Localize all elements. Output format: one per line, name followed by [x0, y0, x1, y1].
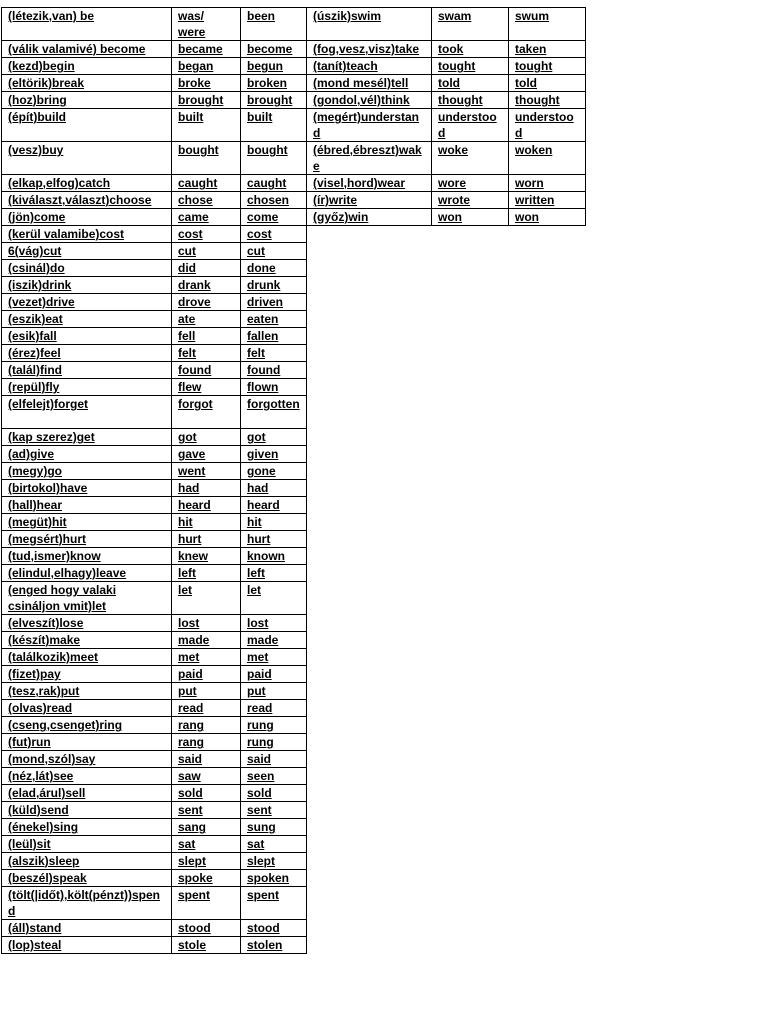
past-participle-cell: given: [241, 446, 307, 463]
past-simple-cell: met: [172, 649, 241, 666]
past-participle-cell: won: [509, 209, 586, 226]
base-form-cell: (leül)sit: [2, 836, 172, 853]
base-form-cell: (elveszít)lose: [2, 615, 172, 632]
past-participle-cell: bought: [241, 142, 307, 175]
past-participle-cell: sold: [241, 785, 307, 802]
past-participle-cell: slept: [241, 853, 307, 870]
base-form-cell: (elad,árul)sell: [2, 785, 172, 802]
past-simple-cell: spoke: [172, 870, 241, 887]
past-simple-cell: woke: [432, 142, 509, 175]
table-row: [2, 480, 307, 497]
base-form-cell: (megy)go: [2, 463, 172, 480]
table-row: [2, 8, 307, 41]
past-participle-cell: driven: [241, 294, 307, 311]
base-form-cell: (visel,hord)wear: [307, 175, 432, 192]
table-row: [2, 649, 307, 666]
past-participle-cell: seen: [241, 768, 307, 785]
table-row: [2, 666, 307, 683]
past-simple-cell: drove: [172, 294, 241, 311]
base-form-cell: (küld)send: [2, 802, 172, 819]
past-participle-cell: hurt: [241, 531, 307, 548]
base-form-cell: (ír)write: [307, 192, 432, 209]
past-simple-cell: lost: [172, 615, 241, 632]
table-row: [2, 328, 307, 345]
left-verb-table: [1, 7, 307, 954]
past-participle-cell: chosen: [241, 192, 307, 209]
past-participle-cell: known: [241, 548, 307, 565]
base-form-cell: (eszik)eat: [2, 311, 172, 328]
past-simple-cell: hit: [172, 514, 241, 531]
base-form-cell: (győz)win: [307, 209, 432, 226]
past-simple-cell: saw: [172, 768, 241, 785]
table-row: [307, 8, 586, 41]
table-row: [307, 92, 586, 109]
past-participle-cell: caught: [241, 175, 307, 192]
past-participle-cell: been: [241, 8, 307, 41]
past-participle-cell: brought: [241, 92, 307, 109]
table-row: [307, 175, 586, 192]
past-simple-cell: took: [432, 41, 509, 58]
table-row: [2, 396, 307, 429]
table-row: [2, 92, 307, 109]
past-simple-cell: came: [172, 209, 241, 226]
past-simple-cell: chose: [172, 192, 241, 209]
table-row: [2, 463, 307, 480]
past-participle-cell: told: [509, 75, 586, 92]
past-participle-cell: become: [241, 41, 307, 58]
table-row: [2, 582, 307, 615]
past-participle-cell: lost: [241, 615, 307, 632]
past-simple-cell: sold: [172, 785, 241, 802]
past-participle-cell: spoken: [241, 870, 307, 887]
table-row: [2, 429, 307, 446]
base-form-cell: (néz,lát)see: [2, 768, 172, 785]
past-participle-cell: understood: [509, 109, 586, 142]
table-row: [2, 700, 307, 717]
past-simple-cell: left: [172, 565, 241, 582]
table-row: [2, 615, 307, 632]
table-row: [2, 937, 307, 954]
base-form-cell: (fog,vesz,visz)take: [307, 41, 432, 58]
table-row: [2, 362, 307, 379]
past-participle-cell: had: [241, 480, 307, 497]
past-simple-cell: rang: [172, 717, 241, 734]
base-form-cell: (létezik,van) be: [2, 8, 172, 41]
past-simple-cell: built: [172, 109, 241, 142]
base-form-cell: (épít)build: [2, 109, 172, 142]
base-form-cell: (eltörik)break: [2, 75, 172, 92]
past-simple-cell: spent: [172, 887, 241, 920]
past-simple-cell: slept: [172, 853, 241, 870]
table-row: [2, 75, 307, 92]
past-simple-cell: wrote: [432, 192, 509, 209]
past-simple-cell: forgot: [172, 396, 241, 429]
past-simple-cell: fell: [172, 328, 241, 345]
past-simple-cell: cut: [172, 243, 241, 260]
past-simple-cell: felt: [172, 345, 241, 362]
past-participle-cell: taken: [509, 41, 586, 58]
past-participle-cell: tought: [509, 58, 586, 75]
base-form-cell: (mond mesél)tell: [307, 75, 432, 92]
past-participle-cell: worn: [509, 175, 586, 192]
past-participle-cell: begun: [241, 58, 307, 75]
table-row: [307, 58, 586, 75]
table-row: [2, 277, 307, 294]
past-participle-cell: let: [241, 582, 307, 615]
base-form-cell: (jön)come: [2, 209, 172, 226]
table-row: [2, 446, 307, 463]
base-form-cell: (csinál)do: [2, 260, 172, 277]
base-form-cell: (tud,ismer)know: [2, 548, 172, 565]
base-form-cell: (repül)fly: [2, 379, 172, 396]
past-simple-cell: tought: [432, 58, 509, 75]
base-form-cell: (válik valamivé) become: [2, 41, 172, 58]
past-participle-cell: gone: [241, 463, 307, 480]
table-row: [2, 175, 307, 192]
table-row: [2, 920, 307, 937]
past-participle-cell: rung: [241, 717, 307, 734]
table-row: [2, 548, 307, 565]
past-participle-cell: sat: [241, 836, 307, 853]
table-row: [2, 514, 307, 531]
base-form-cell: (gondol,vél)think: [307, 92, 432, 109]
base-form-cell: (tölt(|időt),költ(pénzt))spend: [2, 887, 172, 920]
right-verb-table: [306, 7, 586, 226]
past-participle-cell: forgotten: [241, 396, 307, 429]
table-row: [2, 632, 307, 649]
base-form-cell: (olvas)read: [2, 700, 172, 717]
past-participle-cell: left: [241, 565, 307, 582]
past-participle-cell: hit: [241, 514, 307, 531]
past-simple-cell: was/ were: [172, 8, 241, 41]
past-participle-cell: put: [241, 683, 307, 700]
table-row: [2, 853, 307, 870]
past-simple-cell: went: [172, 463, 241, 480]
past-simple-cell: flew: [172, 379, 241, 396]
base-form-cell: (alszik)sleep: [2, 853, 172, 870]
past-simple-cell: told: [432, 75, 509, 92]
past-participle-cell: sent: [241, 802, 307, 819]
table-row: [2, 379, 307, 396]
past-simple-cell: swam: [432, 8, 509, 41]
base-form-cell: (találkozik)meet: [2, 649, 172, 666]
past-simple-cell: cost: [172, 226, 241, 243]
table-row: [2, 497, 307, 514]
base-form-cell: (megüt)hit: [2, 514, 172, 531]
base-form-cell: (tanít)teach: [307, 58, 432, 75]
past-participle-cell: made: [241, 632, 307, 649]
table-row: [2, 565, 307, 582]
past-simple-cell: sang: [172, 819, 241, 836]
past-participle-cell: thought: [509, 92, 586, 109]
table-row: [2, 243, 307, 260]
table-row: [2, 192, 307, 209]
table-row: [2, 260, 307, 277]
table-row: [2, 717, 307, 734]
base-form-cell: (hoz)bring: [2, 92, 172, 109]
table-row: [307, 75, 586, 92]
base-form-cell: (vezet)drive: [2, 294, 172, 311]
past-simple-cell: paid: [172, 666, 241, 683]
table-row: [2, 785, 307, 802]
table-row: [2, 734, 307, 751]
past-participle-cell: cut: [241, 243, 307, 260]
table-row: [2, 819, 307, 836]
table-row: [307, 209, 586, 226]
past-simple-cell: found: [172, 362, 241, 379]
table-row: [307, 41, 586, 58]
past-simple-cell: wore: [432, 175, 509, 192]
past-participle-cell: found: [241, 362, 307, 379]
past-simple-cell: thought: [432, 92, 509, 109]
past-simple-cell: caught: [172, 175, 241, 192]
base-form-cell: (megsért)hurt: [2, 531, 172, 548]
base-form-cell: (talál)find: [2, 362, 172, 379]
table-row: [2, 294, 307, 311]
past-simple-cell: stole: [172, 937, 241, 954]
base-form-cell: (áll)stand: [2, 920, 172, 937]
table-row: [307, 142, 586, 175]
past-simple-cell: knew: [172, 548, 241, 565]
base-form-cell: (elfelejt)forget: [2, 396, 172, 429]
past-simple-cell: rang: [172, 734, 241, 751]
past-simple-cell: stood: [172, 920, 241, 937]
past-participle-cell: eaten: [241, 311, 307, 328]
past-simple-cell: sat: [172, 836, 241, 853]
table-row: [2, 531, 307, 548]
base-form-cell: (úszik)swim: [307, 8, 432, 41]
table-row: [2, 209, 307, 226]
past-simple-cell: got: [172, 429, 241, 446]
base-form-cell: 6(vág)cut: [2, 243, 172, 260]
table-row: [2, 683, 307, 700]
base-form-cell: (kiválaszt,választ)choose: [2, 192, 172, 209]
past-participle-cell: stolen: [241, 937, 307, 954]
past-simple-cell: ate: [172, 311, 241, 328]
base-form-cell: (ébred,ébreszt)wake: [307, 142, 432, 175]
past-participle-cell: rung: [241, 734, 307, 751]
base-form-cell: (kezd)begin: [2, 58, 172, 75]
past-participle-cell: flown: [241, 379, 307, 396]
past-participle-cell: read: [241, 700, 307, 717]
past-participle-cell: drunk: [241, 277, 307, 294]
base-form-cell: (kerül valamibe)cost: [2, 226, 172, 243]
base-form-cell: (fizet)pay: [2, 666, 172, 683]
base-form-cell: (vesz)buy: [2, 142, 172, 175]
past-simple-cell: sent: [172, 802, 241, 819]
table-row: [2, 802, 307, 819]
base-form-cell: (iszik)drink: [2, 277, 172, 294]
base-form-cell: (birtokol)have: [2, 480, 172, 497]
past-participle-cell: got: [241, 429, 307, 446]
table-row: [2, 751, 307, 768]
base-form-cell: (mond,szól)say: [2, 751, 172, 768]
past-participle-cell: broken: [241, 75, 307, 92]
table-row: [307, 192, 586, 209]
past-participle-cell: stood: [241, 920, 307, 937]
past-participle-cell: paid: [241, 666, 307, 683]
table-row: [2, 768, 307, 785]
past-participle-cell: done: [241, 260, 307, 277]
past-participle-cell: spent: [241, 887, 307, 920]
table-row: [2, 109, 307, 142]
past-simple-cell: bought: [172, 142, 241, 175]
base-form-cell: (cseng,csenget)ring: [2, 717, 172, 734]
past-simple-cell: had: [172, 480, 241, 497]
base-form-cell: (lop)steal: [2, 937, 172, 954]
table-row: [2, 836, 307, 853]
past-simple-cell: hurt: [172, 531, 241, 548]
base-form-cell: (elkap,elfog)catch: [2, 175, 172, 192]
past-simple-cell: let: [172, 582, 241, 615]
table-row: [2, 311, 307, 328]
past-simple-cell: began: [172, 58, 241, 75]
base-form-cell: (érez)feel: [2, 345, 172, 362]
past-simple-cell: read: [172, 700, 241, 717]
past-simple-cell: won: [432, 209, 509, 226]
past-participle-cell: sung: [241, 819, 307, 836]
table-row: [2, 58, 307, 75]
base-form-cell: (elindul,elhagy)leave: [2, 565, 172, 582]
table-row: [2, 142, 307, 175]
past-simple-cell: brought: [172, 92, 241, 109]
past-simple-cell: understood: [432, 109, 509, 142]
table-row: [2, 870, 307, 887]
past-simple-cell: became: [172, 41, 241, 58]
base-form-cell: (ad)give: [2, 446, 172, 463]
table-row: [2, 887, 307, 920]
past-simple-cell: made: [172, 632, 241, 649]
past-participle-cell: heard: [241, 497, 307, 514]
past-simple-cell: did: [172, 260, 241, 277]
table-row: [307, 109, 586, 142]
past-simple-cell: broke: [172, 75, 241, 92]
past-participle-cell: built: [241, 109, 307, 142]
past-participle-cell: woken: [509, 142, 586, 175]
past-simple-cell: heard: [172, 497, 241, 514]
base-form-cell: (fut)run: [2, 734, 172, 751]
base-form-cell: (esik)fall: [2, 328, 172, 345]
past-participle-cell: come: [241, 209, 307, 226]
past-participle-cell: met: [241, 649, 307, 666]
table-row: [2, 226, 307, 243]
past-simple-cell: drank: [172, 277, 241, 294]
base-form-cell: (megért)understand: [307, 109, 432, 142]
base-form-cell: (kap szerez)get: [2, 429, 172, 446]
base-form-cell: (enged hogy valaki csináljon vmit)let: [2, 582, 172, 615]
table-row: [2, 345, 307, 362]
past-participle-cell: cost: [241, 226, 307, 243]
base-form-cell: (készít)make: [2, 632, 172, 649]
past-participle-cell: said: [241, 751, 307, 768]
base-form-cell: (tesz,rak)put: [2, 683, 172, 700]
past-participle-cell: swum: [509, 8, 586, 41]
past-simple-cell: said: [172, 751, 241, 768]
past-participle-cell: fallen: [241, 328, 307, 345]
past-simple-cell: gave: [172, 446, 241, 463]
table-row: [2, 41, 307, 58]
past-simple-cell: put: [172, 683, 241, 700]
base-form-cell: (hall)hear: [2, 497, 172, 514]
past-participle-cell: written: [509, 192, 586, 209]
base-form-cell: (énekel)sing: [2, 819, 172, 836]
past-participle-cell: felt: [241, 345, 307, 362]
base-form-cell: (beszél)speak: [2, 870, 172, 887]
